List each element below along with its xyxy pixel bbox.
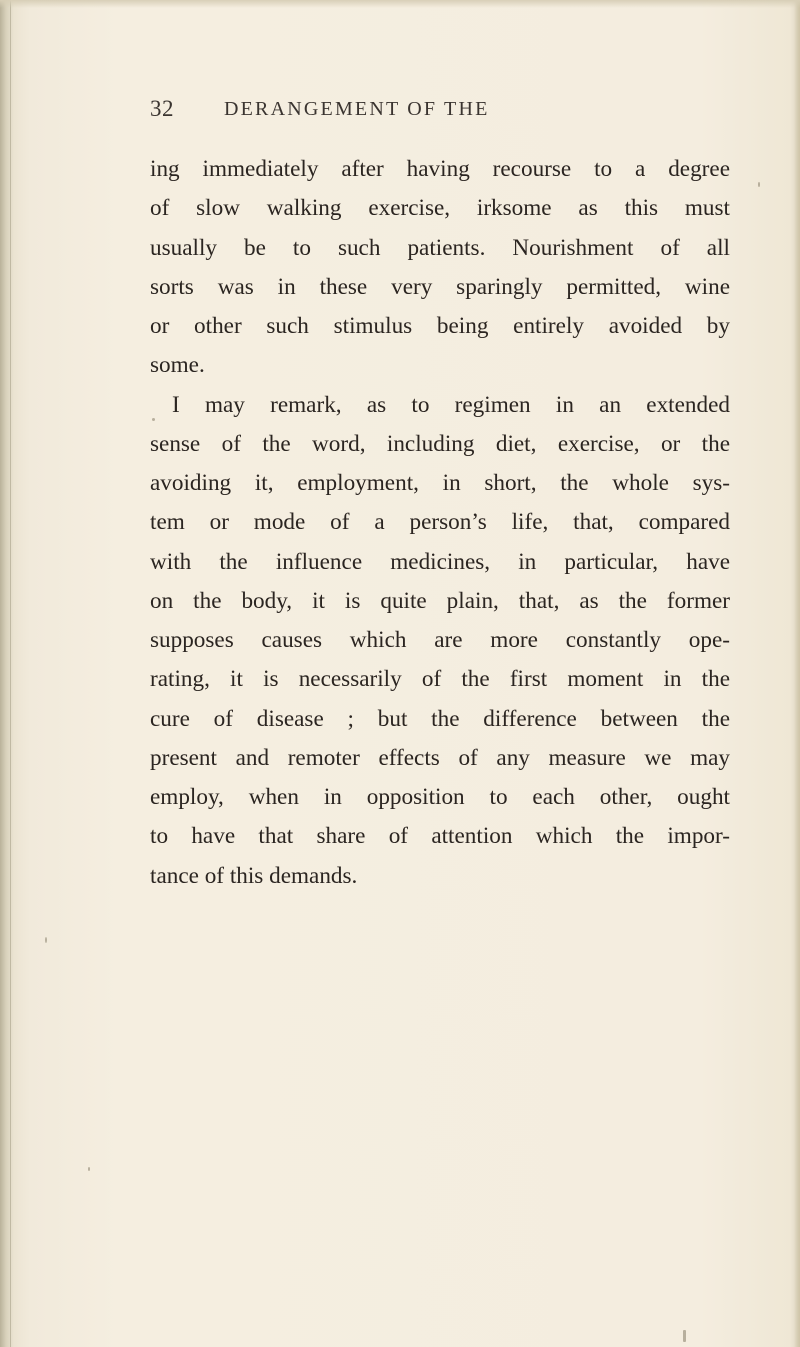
text-line: on the body, it is quite plain, that, as the former <box>150 587 730 614</box>
text-line: employ, when in opposition to each other, ought <box>150 784 730 810</box>
binding-edge <box>0 0 18 1347</box>
text-line: tem or mode of a person’s life, that, compared <box>150 509 730 536</box>
paper-speck <box>152 418 155 421</box>
text-line: or other such stimulus being entirely avoided by <box>150 313 730 339</box>
text-line: to have that share of attention which the impor- <box>150 823 730 850</box>
text-line: supposes causes which are more constantly ope- <box>150 627 730 653</box>
paragraph-end-line: some. <box>150 352 205 379</box>
text-line: sorts was in these very sparingly permitted, wine <box>150 273 730 300</box>
text-line: of slow walking exercise, irksome as this must <box>150 195 730 222</box>
text-line: with the influence medicines, in particular, have <box>150 548 730 575</box>
page-right-edge <box>794 0 800 1347</box>
running-title: DERANGEMENT OF THE <box>224 98 490 120</box>
running-head <box>150 96 726 132</box>
text-line: avoiding it, employment, in short, the whole sys- <box>150 470 730 496</box>
paragraph-start-line: I may remark, as to regimen in an extended <box>172 391 730 418</box>
paper-speck <box>88 1167 90 1171</box>
page-top-edge <box>0 0 800 8</box>
text-line: sense of the word, including diet, exercise, or the <box>150 430 730 457</box>
text-line: rating, it is necessarily of the first moment in the <box>150 666 730 693</box>
paper-speck <box>683 1330 686 1342</box>
paper-speck <box>45 937 47 943</box>
text-line: cure of disease ; but the difference between the <box>150 705 730 732</box>
paragraph-end-line: tance of this demands. <box>150 862 358 889</box>
text-line: usually be to such patients. Nourishment of all <box>150 234 730 261</box>
text-line: ing immediately after having recourse to a degree <box>150 156 730 182</box>
text-line: present and remoter effects of any measure we may <box>150 744 730 771</box>
body-text <box>150 150 730 896</box>
page-number: 32 <box>150 96 174 121</box>
binding-line <box>10 0 11 1347</box>
paper-speck <box>758 182 760 187</box>
